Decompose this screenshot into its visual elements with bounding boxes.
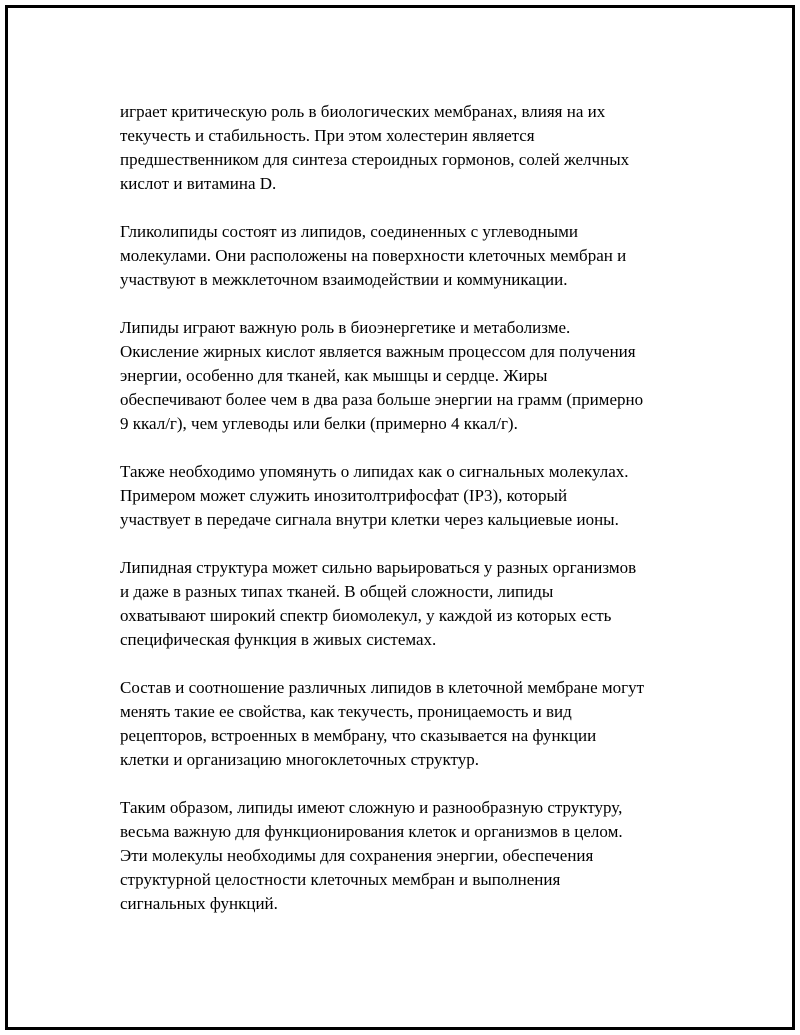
paragraph-3: [120, 316, 705, 436]
text-line: охватывают широкий спектр биомолекул, у каждой из которых есть: [120, 606, 612, 625]
paragraph-7: [120, 796, 705, 916]
text-line: играет критическую роль в биологических мембранах, влияя на их: [120, 102, 606, 121]
text-line: и даже в разных типах тканей. В общей сложности, липиды: [120, 582, 554, 601]
paragraph-6: [120, 676, 705, 772]
text-line: Состав и соотношение различных липидов в клеточной мембране могут: [120, 678, 645, 697]
text-line: молекулами. Они расположены на поверхности клеточных мембран и: [120, 246, 627, 265]
text-line: участвует в передаче сигнала внутри клетки через кальциевые ионы.: [120, 510, 619, 529]
document-body: [120, 100, 705, 940]
text-line: клетки и организацию многоклеточных структур.: [120, 750, 480, 769]
text-line: 9 ккал/г), чем углеводы или белки (примерно 4 ккал/г).: [120, 414, 518, 433]
text-line: весьма важную для функционирования клеток и организмов в целом.: [120, 822, 623, 841]
text-line: менять такие ее свойства, как текучесть, проницаемость и вид: [120, 702, 572, 721]
text-line: текучесть и стабильность. При этом холестерин является: [120, 126, 535, 145]
text-line: Липиды играют важную роль в биоэнергетике и метаболизме.: [120, 318, 571, 337]
paragraph-5: [120, 556, 705, 652]
page-frame: [5, 5, 795, 1030]
text-line: Эти молекулы необходимы для сохранения энергии, обеспечения: [120, 846, 594, 865]
text-line: Липидная структура может сильно варьироваться у разных организмов: [120, 558, 637, 577]
text-line: сигнальных функций.: [120, 894, 278, 913]
text-line: кислот и витамина D.: [120, 174, 277, 193]
text-line: энергии, особенно для тканей, как мышцы и сердце. Жиры: [120, 366, 548, 385]
text-line: Таким образом, липиды имеют сложную и разнообразную структуру,: [120, 798, 623, 817]
text-line: Гликолипиды состоят из липидов, соединенных с углеводными: [120, 222, 579, 241]
text-line: участвуют в межклеточном взаимодействии и коммуникации.: [120, 270, 568, 289]
text-line: предшественником для синтеза стероидных гормонов, солей желчных: [120, 150, 630, 169]
text-line: рецепторов, встроенных в мембрану, что сказывается на функции: [120, 726, 597, 745]
text-line: специфическая функция в живых системах.: [120, 630, 437, 649]
text-line: структурной целостности клеточных мембран и выполнения: [120, 870, 561, 889]
paragraph-1: [120, 100, 705, 196]
text-line: обеспечивают более чем в два раза больше энергии на грамм (примерно: [120, 390, 644, 409]
text-line: Примером может служить инозитолтрифосфат (IP3), который: [120, 486, 568, 505]
text-line: Окисление жирных кислот является важным процессом для получения: [120, 342, 636, 361]
paragraph-2: [120, 220, 705, 292]
text-line: Также необходимо упомянуть о липидах как о сигнальных молекулах.: [120, 462, 629, 481]
paragraph-4: [120, 460, 705, 532]
